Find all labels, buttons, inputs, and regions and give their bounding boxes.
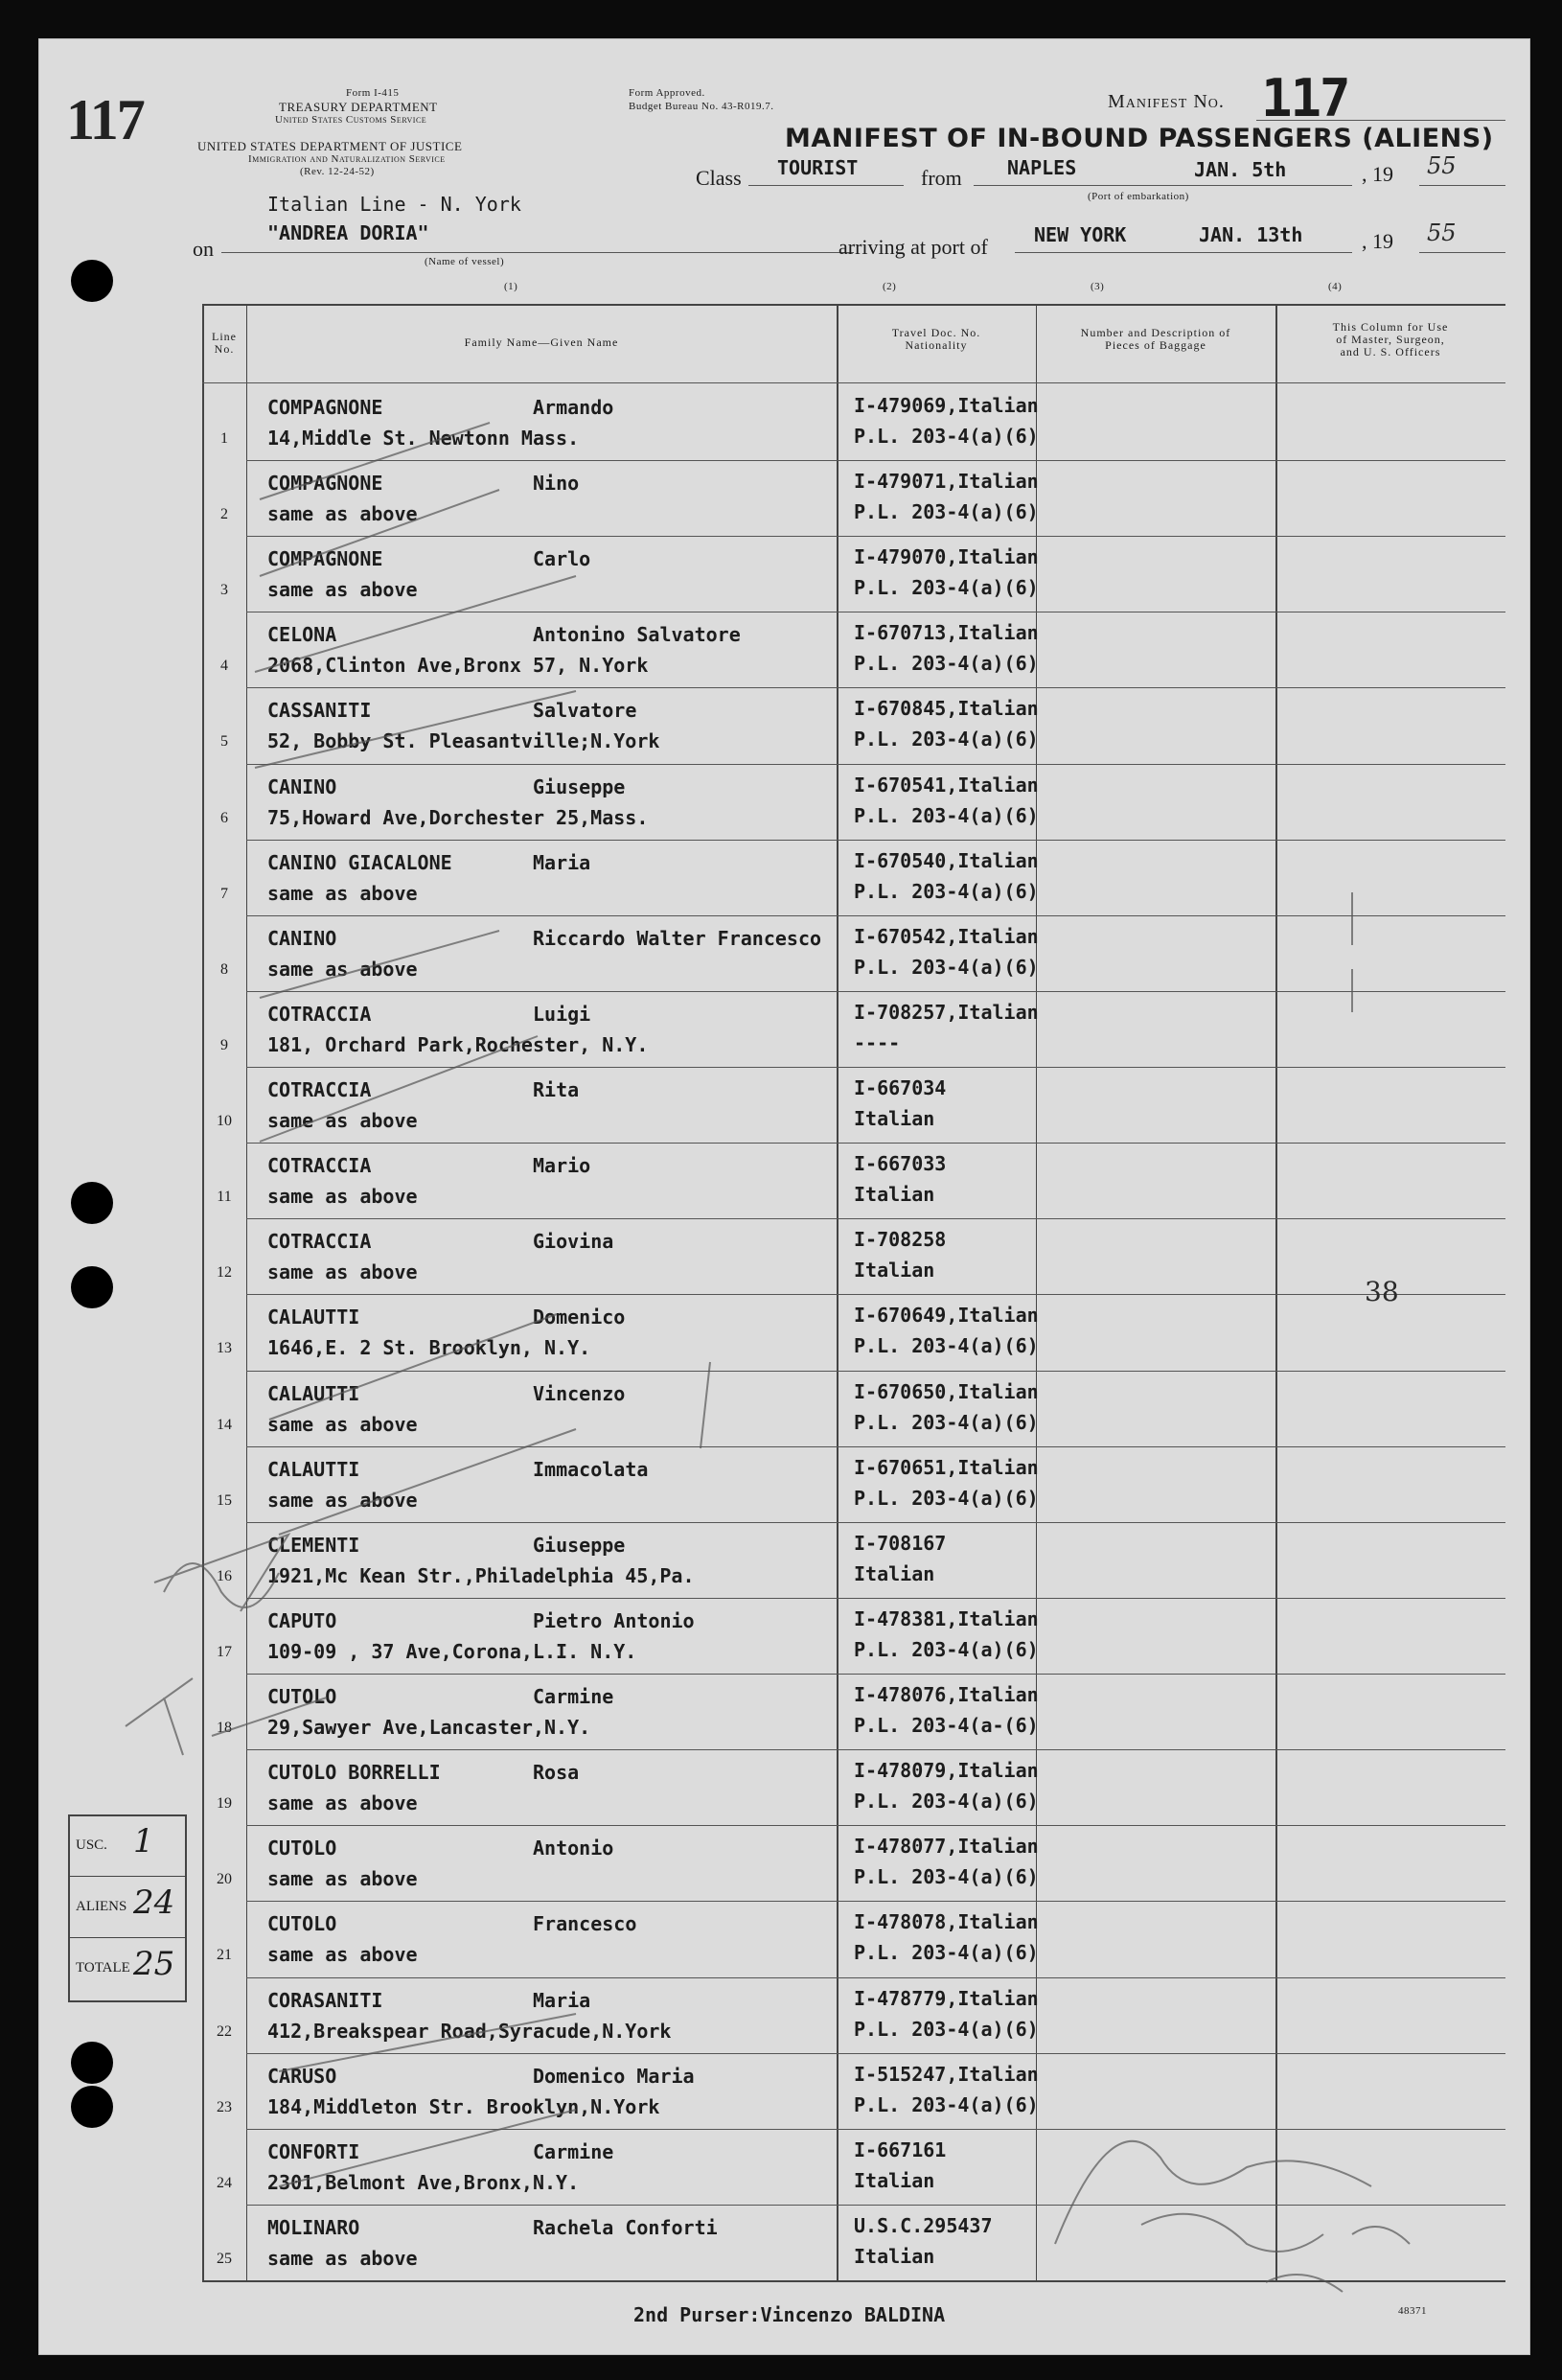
- row-family-name: CANINO: [267, 926, 337, 950]
- row-travel-doc-detail: P.L. 203-4(a)(6): [854, 803, 1039, 827]
- ins-service: Immigration and Naturalization Service: [248, 153, 446, 165]
- col-line-no: Line No.: [212, 330, 237, 356]
- row-travel-doc: I-479070,Italian: [854, 545, 1039, 569]
- row-given-name: Antonino Salvatore: [533, 623, 741, 647]
- row-address: same as above: [267, 2246, 418, 2270]
- row-travel-doc-detail: Italian: [854, 1259, 935, 1282]
- purser-signature: 2nd Purser:Vincenzo BALDINA: [633, 2303, 946, 2326]
- depart-year-prefix: , 19: [1362, 162, 1393, 186]
- col-travel-doc: Travel Doc. No. Nationality: [891, 326, 981, 352]
- row-family-name: CONFORTI: [267, 2139, 360, 2163]
- row-family-name: CARUSO: [267, 2064, 337, 2088]
- row-address: same as above: [267, 1943, 418, 1967]
- row-address: 75,Howard Ave,Dorchester 25,Mass.: [267, 805, 649, 829]
- row-given-name: Giuseppe: [533, 774, 626, 798]
- row-travel-doc-detail: P.L. 203-4(a)(6): [854, 1790, 1039, 1814]
- row-line-number: 1: [220, 430, 228, 447]
- row-address: same as above: [267, 502, 418, 526]
- row-travel-doc: U.S.C.295437: [854, 2213, 993, 2237]
- row-line-number: 22: [217, 2022, 232, 2040]
- row-family-name: COTRACCIA: [267, 1002, 372, 1026]
- row-family-name: CUTOLO: [267, 1685, 337, 1709]
- row-line-number: 25: [217, 2250, 232, 2267]
- row-address: 1921,Mc Kean Str.,Philadelphia 45,Pa.: [267, 1563, 695, 1587]
- row-family-name: CELONA: [267, 623, 337, 647]
- row-travel-doc: I-670541,Italian: [854, 773, 1039, 797]
- row-given-name: Rosa: [533, 1761, 580, 1785]
- row-line-number: 5: [220, 733, 228, 751]
- row-travel-doc-detail: P.L. 203-4(a)(6): [854, 500, 1039, 524]
- row-travel-doc-detail: Italian: [854, 2244, 935, 2268]
- row-family-name: CALAUTTI: [267, 1457, 360, 1481]
- row-line-number: 24: [217, 2174, 232, 2191]
- row-address: same as above: [267, 881, 418, 905]
- row-travel-doc: I-708257,Italian: [854, 1000, 1039, 1024]
- row-line-number: 15: [217, 1491, 232, 1509]
- row-given-name: Carmine: [533, 2139, 614, 2163]
- vessel-caption: (Name of vessel): [425, 256, 505, 267]
- row-line-number: 6: [220, 809, 228, 826]
- row-travel-doc: I-478076,Italian: [854, 1683, 1039, 1707]
- row-travel-doc: I-670845,Italian: [854, 697, 1039, 721]
- row-travel-doc: I-478779,Italian: [854, 1986, 1039, 2010]
- row-family-name: CUTOLO: [267, 1837, 337, 1860]
- row-travel-doc-detail: ----: [854, 1030, 901, 1054]
- row-line-number: 7: [220, 885, 228, 902]
- col-num-1: (1): [504, 281, 518, 292]
- row-given-name: Vincenzo: [533, 1381, 626, 1405]
- row-given-name: Rachela Conforti: [533, 2215, 718, 2239]
- row-family-name: COMPAGNONE: [267, 472, 383, 496]
- form-approved: Form Approved.: [629, 87, 705, 99]
- row-address: 29,Sawyer Ave,Lancaster,N.Y.: [267, 1716, 591, 1740]
- row-travel-doc-detail: P.L. 203-4(a)(6): [854, 728, 1039, 751]
- col-officers: This Column for Use of Master, Surgeon, and U. S. Officers: [1332, 320, 1449, 358]
- row-line-number: 16: [217, 1567, 232, 1584]
- row-address: same as above: [267, 1867, 418, 1891]
- row-address: 109-09 , 37 Ave,Corona,L.I. N.Y.: [267, 1639, 637, 1663]
- row-travel-doc: I-667034: [854, 1076, 947, 1100]
- justice-dept: UNITED STATES DEPARTMENT OF JUSTICE: [197, 139, 463, 153]
- tally-aliens: ALIENS 24: [70, 1878, 185, 1938]
- row-family-name: CASSANITI: [267, 699, 372, 723]
- arrival-year-prefix: , 19: [1362, 229, 1393, 253]
- row-line-number: 10: [217, 1113, 232, 1130]
- row-given-name: Maria: [533, 1988, 591, 2012]
- arrival-date: JAN. 13th: [1199, 223, 1303, 246]
- row-family-name: COTRACCIA: [267, 1230, 372, 1254]
- row-family-name: CALAUTTI: [267, 1381, 360, 1405]
- row-family-name: COTRACCIA: [267, 1078, 372, 1102]
- manifest-sheet: [38, 38, 1530, 2355]
- row-family-name: COTRACCIA: [267, 1154, 372, 1178]
- row-family-name: CAPUTO: [267, 1608, 337, 1632]
- row-family-name: MOLINARO: [267, 2215, 360, 2239]
- row-travel-doc-detail: P.L. 203-4(a-(6): [854, 1714, 1039, 1738]
- tally-usc: USC. 1: [70, 1816, 185, 1877]
- row-family-name: COMPAGNONE: [267, 396, 383, 419]
- on-label: on: [193, 237, 214, 261]
- row-address: 412,Breakspear Road,Syracude,N.York: [267, 2019, 672, 2043]
- row-travel-doc-detail: P.L. 203-4(a)(6): [854, 576, 1039, 600]
- col-num-2: (2): [883, 281, 897, 292]
- row-given-name: Domenico Maria: [533, 2064, 695, 2088]
- row-travel-doc: I-478381,Italian: [854, 1606, 1039, 1630]
- row-travel-doc: I-670651,Italian: [854, 1455, 1039, 1479]
- col-num-4: (4): [1328, 281, 1343, 292]
- row-given-name: Carlo: [533, 547, 591, 571]
- row-line-number: 8: [220, 960, 228, 978]
- row-travel-doc-detail: P.L. 203-4(a)(6): [854, 955, 1039, 979]
- row-address: 1646,E. 2 St. Brooklyn, N.Y.: [267, 1336, 591, 1360]
- row-travel-doc-detail: Italian: [854, 1561, 935, 1585]
- row-line-number: 9: [220, 1036, 228, 1053]
- port-caption: (Port of embarkation): [1088, 191, 1189, 202]
- row-travel-doc-detail: Italian: [854, 2168, 935, 2192]
- row-travel-doc-detail: P.L. 203-4(a)(6): [854, 2017, 1039, 2041]
- row-address: 2301,Belmont Ave,Bronx,N.Y.: [267, 2170, 580, 2194]
- row-travel-doc: I-478079,Italian: [854, 1759, 1039, 1783]
- row-address: 52, Bobby St. Pleasantville;N.York: [267, 729, 660, 753]
- form-code: 48371: [1398, 2305, 1427, 2317]
- row-travel-doc-detail: P.L. 203-4(a)(6): [854, 1410, 1039, 1434]
- row-given-name: Carmine: [533, 1685, 614, 1709]
- row-travel-doc: I-515247,Italian: [854, 2062, 1039, 2086]
- row-address: same as above: [267, 1185, 418, 1209]
- row-given-name: Rita: [533, 1078, 580, 1102]
- row-line-number: 19: [217, 1795, 232, 1813]
- row-address: same as above: [267, 578, 418, 602]
- row-address: 2068,Clinton Ave,Bronx 57, N.York: [267, 654, 649, 678]
- row-given-name: Mario: [533, 1154, 591, 1178]
- row-family-name: CANINO GIACALONE: [267, 850, 452, 874]
- arrival-port: NEW YORK: [1034, 223, 1127, 246]
- row-given-name: Salvatore: [533, 699, 637, 723]
- row-travel-doc-detail: P.L. 203-4(a)(6): [854, 1486, 1039, 1510]
- col-num-3: (3): [1091, 281, 1105, 292]
- row-travel-doc: I-479069,Italian: [854, 394, 1039, 417]
- row-family-name: CANINO: [267, 774, 337, 798]
- row-travel-doc: I-670542,Italian: [854, 924, 1039, 948]
- row-travel-doc: I-479071,Italian: [854, 470, 1039, 494]
- class-value: TOURIST: [777, 156, 859, 179]
- row-travel-doc-detail: Italian: [854, 1183, 935, 1207]
- row-travel-doc-detail: P.L. 203-4(a)(6): [854, 879, 1039, 903]
- row-line-number: 23: [217, 2098, 232, 2115]
- row-line-number: 21: [217, 1947, 232, 1964]
- row-travel-doc: I-670713,Italian: [854, 621, 1039, 645]
- row-family-name: CUTOLO: [267, 1912, 337, 1936]
- depart-date: JAN. 5th: [1194, 158, 1287, 181]
- manifest-no-label: Manifest No.: [1108, 91, 1225, 112]
- row-travel-doc-detail: Italian: [854, 1107, 935, 1131]
- row-travel-doc: I-667033: [854, 1152, 947, 1176]
- arriving-label: arriving at port of: [838, 235, 988, 259]
- row-given-name: Luigi: [533, 1002, 591, 1026]
- row-given-name: Domenico: [533, 1306, 626, 1329]
- row-family-name: CALAUTTI: [267, 1306, 360, 1329]
- row-line-number: 3: [220, 582, 228, 599]
- row-travel-doc-detail: P.L. 203-4(a)(6): [854, 1334, 1039, 1358]
- arrival-year: 55: [1427, 220, 1457, 246]
- row-address: same as above: [267, 1260, 418, 1284]
- row-travel-doc: I-670650,Italian: [854, 1379, 1039, 1403]
- from-value: NAPLES: [1007, 156, 1077, 179]
- col-name: Family Name—Given Name: [464, 335, 619, 349]
- row-family-name: COMPAGNONE: [267, 547, 383, 571]
- line-name: Italian Line - N. York: [267, 193, 521, 216]
- row-given-name: Antonio: [533, 1837, 614, 1860]
- margin-number: 117: [66, 88, 144, 151]
- row-address: 14,Middle St. Newtonn Mass.: [267, 427, 580, 450]
- form-number: Form I-415: [346, 87, 400, 99]
- row-family-name: CUTOLO BORRELLI: [267, 1761, 441, 1785]
- handwritten-marks: [39, 39, 1529, 2354]
- row-given-name: Pietro Antonio: [533, 1608, 695, 1632]
- from-label: from: [921, 166, 962, 190]
- row-given-name: Immacolata: [533, 1457, 649, 1481]
- row-given-name: Giuseppe: [533, 1533, 626, 1557]
- vessel-name: "ANDREA DORIA": [267, 221, 429, 244]
- row-travel-doc-detail: P.L. 203-4(a)(6): [854, 1865, 1039, 1889]
- row-address: same as above: [267, 957, 418, 981]
- row-given-name: Nino: [533, 472, 580, 496]
- row-address: same as above: [267, 1488, 418, 1512]
- row-travel-doc: I-478078,Italian: [854, 1910, 1039, 1934]
- row-address: 181, Orchard Park,Rochester, N.Y.: [267, 1032, 649, 1056]
- row-line-number: 2: [220, 506, 228, 523]
- row-given-name: Giovina: [533, 1230, 614, 1254]
- class-label: Class: [696, 166, 742, 190]
- row-address: same as above: [267, 1791, 418, 1815]
- row-address: same as above: [267, 1412, 418, 1436]
- row-travel-doc: I-670649,Italian: [854, 1304, 1039, 1328]
- row-line-number: 18: [217, 1720, 232, 1737]
- row-address: 184,Middleton Str. Brooklyn,N.York: [267, 2094, 660, 2118]
- row-line-number: 17: [217, 1643, 232, 1660]
- row-travel-doc: I-667161: [854, 2137, 947, 2161]
- col-baggage: Number and Description of Pieces of Baggage: [1080, 326, 1231, 352]
- row-given-name: Riccardo Walter Francesco: [533, 926, 822, 950]
- row-travel-doc-detail: P.L. 203-4(a)(6): [854, 2092, 1039, 2116]
- row-travel-doc: I-670540,Italian: [854, 848, 1039, 872]
- row-travel-doc-detail: P.L. 203-4(a)(6): [854, 652, 1039, 676]
- depart-year: 55: [1427, 152, 1457, 179]
- revision: (Rev. 12-24-52): [300, 166, 375, 177]
- manifest-title: MANIFEST OF IN-BOUND PASSENGERS (ALIENS): [785, 124, 1494, 153]
- row-line-number: 11: [217, 1189, 232, 1206]
- customs-service: United States Customs Service: [275, 114, 427, 126]
- row-line-number: 12: [217, 1264, 232, 1282]
- row-given-name: Francesco: [533, 1912, 637, 1936]
- row-line-number: 13: [217, 1340, 232, 1357]
- manifest-number: 117: [1261, 68, 1349, 128]
- row-line-number: 20: [217, 1871, 232, 1888]
- row-travel-doc-detail: P.L. 203-4(a)(6): [854, 425, 1039, 448]
- row-travel-doc: I-708258: [854, 1228, 947, 1252]
- row-address: same as above: [267, 1109, 418, 1133]
- row-given-name: Maria: [533, 850, 591, 874]
- row-family-name: CORASANITI: [267, 1988, 383, 2012]
- budget-bureau: Budget Bureau No. 43-R019.7.: [629, 101, 774, 112]
- row-given-name: Armando: [533, 396, 614, 419]
- row-line-number: 4: [220, 658, 228, 675]
- row12-mark: 38: [1365, 1276, 1399, 1307]
- row-travel-doc: I-478077,Italian: [854, 1835, 1039, 1859]
- row-travel-doc-detail: P.L. 203-4(a)(6): [854, 1637, 1039, 1661]
- row-line-number: 14: [217, 1416, 232, 1433]
- tally-total: TOTALE 25: [76, 1945, 175, 1983]
- row-travel-doc-detail: P.L. 203-4(a)(6): [854, 1941, 1039, 1965]
- treasury-dept: TREASURY DEPARTMENT: [279, 100, 438, 114]
- row-family-name: CLEMENTI: [267, 1533, 360, 1557]
- row-travel-doc: I-708167: [854, 1531, 947, 1555]
